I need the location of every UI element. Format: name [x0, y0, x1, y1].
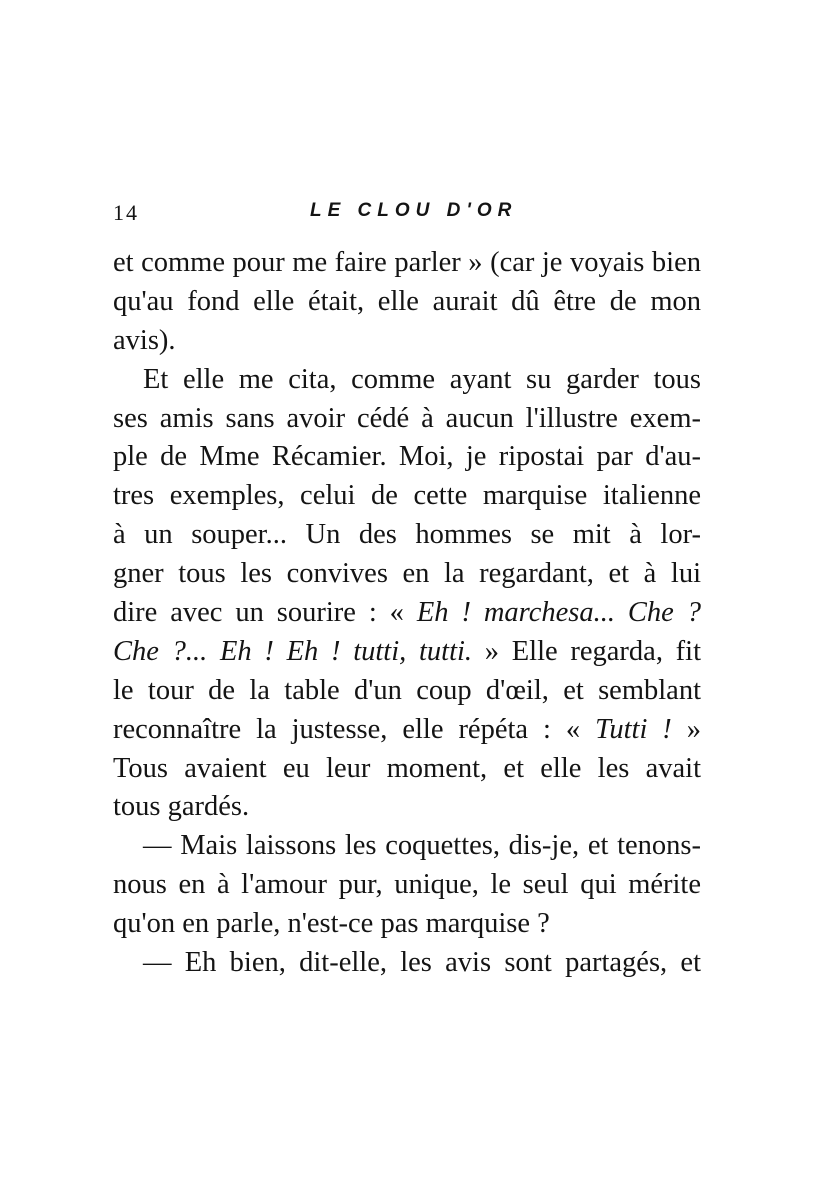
- running-title: LE CLOU D'OR: [310, 200, 518, 221]
- text-line: reconnaître la justesse, elle répéta : « Tutti ! »: [113, 713, 702, 745]
- text-line: Tous avaient eu leur moment, et elle les avait: [113, 752, 701, 784]
- text-line: qu'au fond elle était, elle aurait dû être de mon: [113, 285, 701, 317]
- italian-quote: Eh ! marchesa... Che ?: [416, 597, 701, 629]
- text-line: avis).: [113, 324, 176, 356]
- paragraph-start-line: Et elle me cita, comme ayant su garder tous: [143, 363, 701, 395]
- text-line: Che ?... Eh ! Eh ! tutti, tutti. » Elle regarda, fit: [113, 635, 701, 667]
- text-line: nous en à l'amour pur, unique, le seul qui mérite: [113, 869, 701, 901]
- italian-quote: Che ?... Eh ! Eh ! tutti, tutti.: [113, 635, 473, 667]
- text-line: le tour de la table d'un coup d'œil, et semblant: [113, 674, 701, 706]
- text-line: tous gardés.: [113, 791, 250, 823]
- text-line: ses amis sans avoir cédé à aucun l'illustre exem-: [113, 402, 701, 434]
- body-text: [113, 244, 701, 983]
- text-line: qu'on en parle, n'est-ce pas marquise ?: [113, 908, 550, 940]
- text-line: à un souper... Un des hommes se mit à lor-: [113, 519, 701, 551]
- dialogue-line: — Mais laissons les coquettes, dis-je, et tenons-: [143, 830, 701, 862]
- text-line: ple de Mme Récamier. Moi, je ripostai par d'au-: [113, 441, 701, 473]
- page-number: 14: [113, 200, 139, 225]
- italian-quote: Tutti !: [595, 713, 672, 745]
- dialogue-line: — Eh bien, dit-elle, les avis sont partagés, et: [143, 947, 701, 979]
- page-header: [113, 200, 703, 236]
- text-line: dire avec un sourire : « Eh ! marchesa... Che ?: [113, 597, 701, 629]
- text-line: gner tous les convives en la regardant, et à lui: [113, 558, 701, 590]
- text-line: et comme pour me faire parler » (car je voyais bien: [113, 247, 701, 278]
- text-line: tres exemples, celui de cette marquise italienne: [113, 480, 701, 512]
